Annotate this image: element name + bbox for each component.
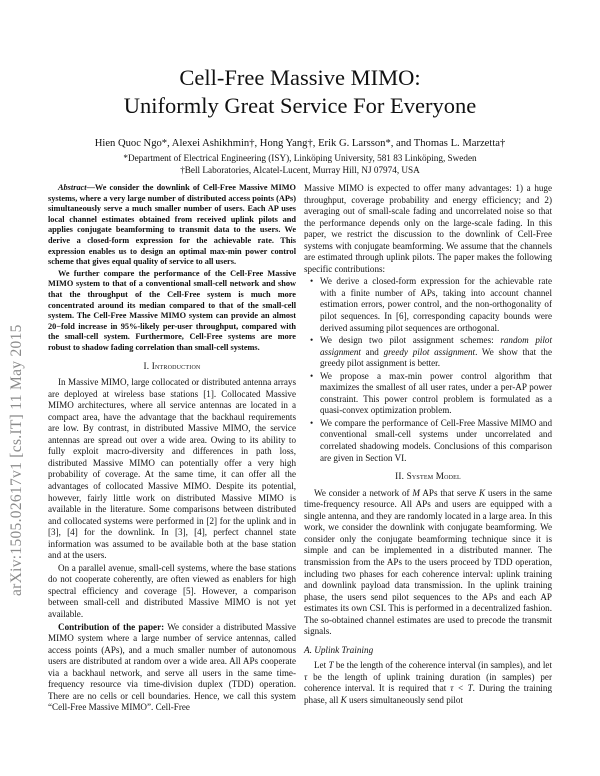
abstract-paragraph-1: [48, 183, 296, 268]
ut-text-b: be the length of the coherence interval (in samples), and let: [333, 660, 552, 671]
contribution-label: Contribution of the paper:: [58, 621, 165, 632]
contribution-pilot-text-b: and: [360, 346, 384, 357]
ut-text-e: users simultaneously send pilot: [346, 694, 463, 705]
affiliation-bell-labs: †Bell Laboratories, Alcatel-Lucent, Murray Hill, NJ 07974, USA: [180, 165, 420, 175]
arxiv-identifier-stamp: arXiv:1505.02617v1 [cs.IT] 11 May 2015: [8, 324, 25, 596]
contribution-pilot-text-a: We design two pilot assignment schemes:: [320, 335, 501, 346]
random-pilot-term: random pilot assignment: [320, 335, 552, 357]
contribution-item-pilot: [320, 335, 552, 370]
intro-paragraph-1: In Massive MIMO, large collocated or distributed antenna arrays are deployed at wireless base stations [1]. Collocated Massive MIMO architectures, where all service antennas are located in a compact area, have the advantage that the backhaul requirements are low. By contrast, in distributed Massive MIMO, the service antennas are spread out over a wide area. Owing to its ability to fully exploit macro-diversity and differences in path loss, distributed Massive MIMO can potentially offer a very high probability of coverage. At the same time, it can offer all the advantages of collocated Massive MIMO. Despite its potential, however, fairly little work on distributed Massive MIMO is available in the literature. Some comparisons between distributed and collocated systems were performed in [2] for the uplink and in [3], [4] for the downlink. In [3], [4], perfect channel state information was assumed to be available both at the base station and at the users.: [48, 377, 296, 561]
ut-text-d: . During the training phase, all: [304, 683, 552, 705]
abstract-label: Abstract: [58, 183, 87, 192]
intro-continued-paragraph: Massive MIMO is expected to offer many advantages: 1) a huge throughput, coverage probability and energy efficiency; and 2) averaging out of small-scale fading and uncorrelated noise so that the performance depends only on the large-scale fading. In this paper, we restrict the discussion to the downlink of Cell-Free systems with conjugate beamforming. We assume that the channels are estimated through uplink pilots. The paper makes the following specific contributions:: [304, 183, 552, 274]
greedy-pilot-term: greedy pilot assignment: [383, 346, 476, 357]
abstract-text-1: —We consider the downlink of Cell-Free Massive MIMO systems, where a very large number of distributed access points (APs) simultaneously serve a much smaller number of users. Each AP uses local channel estimates obtained from received uplink pilots and applies conjugate beamforming to transmit data to the users. We derive a closed-form expression for the achievable rate. This expression enables us to design an optimal max-min power control scheme that gives equal quality of service to all users.: [48, 183, 296, 267]
sys-text-c: users in the same time-frequency resource. All APs and users are equipped with a single antenna, and they are randomly located in a large area. In this work, we consider the downlink with conjugate beamforming. We consider only the conjugate beamforming technique since it is simple and can be implemented in a distributed manner. The transmission from the APs to the users proceed by TDD operation, including two phases for each coherence interval: uplink training and downlink payload data transmission. In the uplink training phase, the users send pilot sequences to the APs and each AP estimates its own CSI. This is performed in a decentralized fashion. The so-obtained channel estimates are used to precode the transmit signals.: [304, 487, 553, 637]
intro-paragraph-3: [48, 622, 296, 714]
section-heading-system-model: II. System Model: [395, 471, 461, 482]
author-list: Hien Quoc Ngo*, Alexei Ashikhmin†, Hong Yang†, Erik G. Larsson*, and Thomas L. Marzetta†: [94, 138, 506, 149]
contribution-list: [304, 276, 552, 464]
contribution-item-power: • We propose a max-min power control algorithm that maximizes the smallest of all user rates, under a per-AP power constraint. This power control problem is formulated as a quasi-convex optimization problem.: [320, 371, 552, 417]
sys-var-m: M: [412, 487, 420, 498]
ut-var-t: T: [328, 660, 334, 671]
contribution-item-rate: • We derive a closed-form expression for the achievable rate with a finite number of APs, taking into account channel estimation errors, power control, and the non-orthogonality of pilot sequences. In [6], corresponding capacity bounds were derived assuming pilot sequences are orthogonal.: [320, 276, 552, 334]
sys-text-a: We consider a network of: [314, 487, 413, 498]
sys-text-b: APs that serve: [420, 487, 479, 498]
ut-inequality: τ < T: [450, 683, 473, 694]
system-model-paragraph: [304, 488, 552, 638]
ut-var-k: K: [340, 694, 347, 705]
paper-title-line2: Uniformly Great Service For Everyone: [123, 93, 477, 118]
contribution-pilot-text-c: . We show that the greedy pilot assignment is better.: [320, 346, 553, 369]
section-heading-introduction: I. Introduction: [143, 360, 201, 371]
uplink-training-paragraph: [304, 660, 552, 706]
right-column: [304, 183, 552, 707]
ut-text-a: Let: [314, 660, 329, 671]
affiliation-linkoping: *Department of Electrical Engineering (ISY), Linköping University, 581 83 Linköping, Sweden: [123, 153, 477, 163]
ut-var-tau: τ: [304, 671, 308, 682]
abstract-paragraph-2: We further compare the performance of the Cell-Free Massive MIMO system to that of a conventional small-cell network and show that the throughput of the Cell-Free system is much more concentrated around its median compared to that of the small-cell system. The Cell-Free Massive MIMO system can provide an almost 20−fold increase in 95%-likely per-user throughput, compared with the small-cell system. Furthermore, Cell-Free systems are more robust to shadow fading correlation than small-cell systems.: [48, 268, 296, 352]
left-column: [48, 183, 296, 714]
contribution-item-comparison: • We compare the performance of Cell-Free Massive MIMO and conventional small-cell systems under uncorrelated and correlated shadowing models. Conclusions of this comparison are given in Section VI.: [320, 418, 552, 464]
intro-paragraph-2: On a parallel avenue, small-cell systems, where the base stations do not cooperate coherently, are often viewed as enablers for high spectral efficiency and coverage [5]. However, a comparison between small-cell and distributed Massive MIMO is not yet available.: [48, 562, 296, 619]
subsection-heading-uplink-training: A. Uplink Training: [304, 644, 374, 655]
paper-title-line1: Cell-Free Massive MIMO:: [179, 65, 421, 90]
sys-var-k: K: [478, 487, 486, 498]
ut-text-c: be the length of uplink training duration (in samples) per coherence interval. It is required that: [304, 671, 552, 694]
intro-paragraph-3-text: We consider a distributed Massive MIMO system where a large number of service antennas, called access points (APs), and a much smaller number of autonomous users are distributed at random over a wide area. All APs cooperate via a backhaul network, and serve all users in the same time-frequency resource via time-division duplex (TDD) operation. There are no cells or cell boundaries. Hence, we call this system “Cell-Free Massive MIMO”. Cell-Free: [48, 621, 296, 713]
